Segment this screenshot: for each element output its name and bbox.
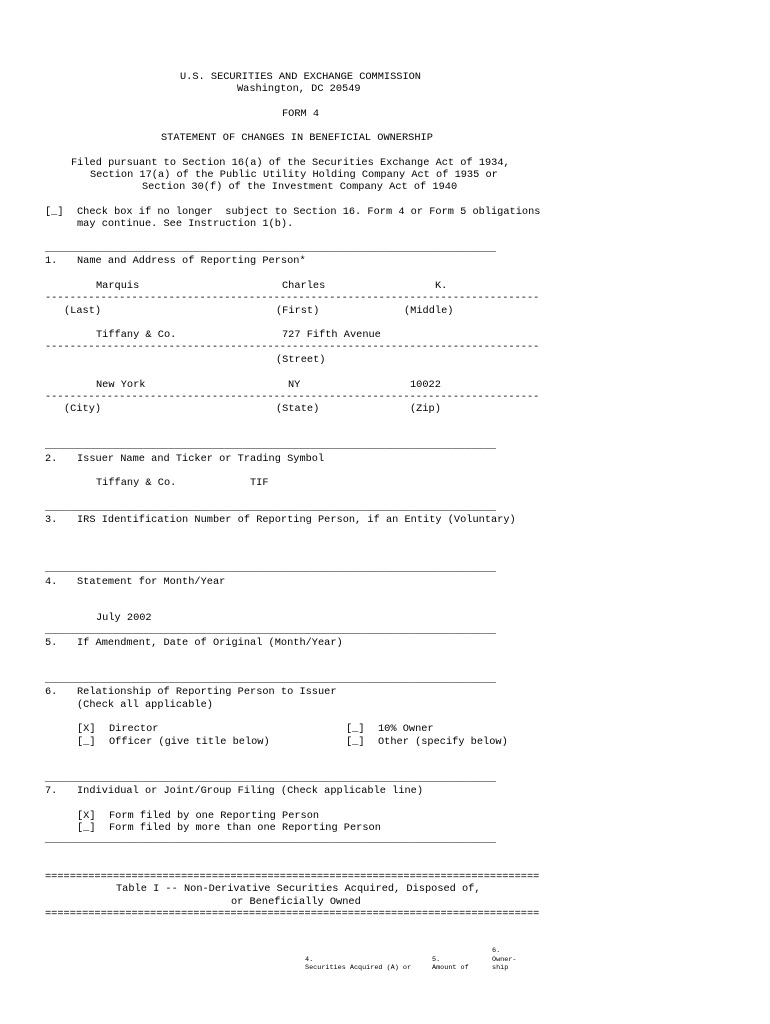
rule-underscore: _________________________________________________________________________ [45, 773, 497, 785]
col5-number: 5. [432, 956, 441, 964]
item4-label: Statement for Month/Year [77, 576, 226, 588]
col6-number: 6. [492, 947, 501, 955]
form-title: STATEMENT OF CHANGES IN BENEFICIAL OWNERSHIP [161, 132, 433, 144]
zip-value: 10022 [410, 379, 441, 391]
item1-number: 1. [45, 255, 58, 267]
no-longer-subject-checkbox[interactable]: [_] [45, 206, 64, 218]
first-name-label: (First) [276, 305, 320, 317]
rule-dash: -------------------------------------------------------------------------------- [45, 391, 540, 403]
company-value: Tiffany & Co. [96, 329, 177, 341]
city-value: New York [96, 379, 146, 391]
rule-underscore: _________________________________________________________________________ [45, 834, 497, 846]
middle-name-label: (Middle) [404, 305, 454, 317]
col6-label-1: Owner- [492, 956, 517, 964]
director-checkbox[interactable]: [X] [77, 723, 96, 735]
item6-sublabel: (Check all applicable) [77, 699, 213, 711]
one-person-label: Form filed by one Reporting Person [109, 810, 320, 822]
rule-underscore: _________________________________________________________________________ [45, 502, 497, 514]
item6-label: Relationship of Reporting Person to Issuer [77, 686, 337, 698]
filed-pursuant-line-1: Filed pursuant to Section 16(a) of the Securities Exchange Act of 1934, [71, 157, 510, 169]
rule-underscore: _________________________________________________________________________ [45, 440, 497, 452]
officer-checkbox[interactable]: [_] [77, 736, 96, 748]
rule-equals: ================================================================================ [45, 871, 540, 883]
street-value: 727 Fifth Avenue [282, 329, 381, 341]
no-longer-subject-text-2: may continue. See Instruction 1(b). [77, 218, 294, 230]
state-value: NY [288, 379, 301, 391]
item7-label: Individual or Joint/Group Filing (Check applicable line) [77, 785, 424, 797]
multiple-persons-label: Form filed by more than one Reporting Person [109, 822, 381, 834]
table1-title-line-1: Table I -- Non-Derivative Securities Acquired, Disposed of, [116, 883, 481, 895]
col4-number: 4. [305, 956, 314, 964]
item3-label: IRS Identification Number of Reporting Person, if an Entity (Voluntary) [77, 514, 516, 526]
item2-number: 2. [45, 453, 58, 465]
ten-percent-owner-label: 10% Owner [378, 723, 434, 735]
no-longer-subject-text: Check box if no longer subject to Section 16. Form 4 or Form 5 obligations [77, 206, 541, 218]
middle-name-value: K. [435, 280, 448, 292]
item5-number: 5. [45, 637, 58, 649]
city-label: (City) [64, 403, 102, 415]
filed-pursuant-line-2: Section 17(a) of the Public Utility Holding Company Act of 1935 or [90, 169, 498, 181]
director-label: Director [109, 723, 159, 735]
statement-month-value: July 2002 [96, 612, 152, 624]
agency-name: U.S. SECURITIES AND EXCHANGE COMMISSION [180, 71, 421, 83]
item2-label: Issuer Name and Ticker or Trading Symbol [77, 453, 325, 465]
zip-label: (Zip) [410, 403, 441, 415]
item4-number: 4. [45, 576, 58, 588]
rule-underscore: _________________________________________________________________________ [45, 563, 497, 575]
one-person-checkbox[interactable]: [X] [77, 810, 96, 822]
col5-label: Amount of [432, 964, 469, 972]
ticker-value: TIF [250, 477, 269, 489]
street-label: (Street) [276, 354, 326, 366]
table1-title-line-2: or Beneficially Owned [231, 896, 361, 908]
other-label: Other (specify below) [378, 736, 508, 748]
last-name-label: (Last) [64, 305, 102, 317]
filed-pursuant-line-3: Section 30(f) of the Investment Company Act of 1940 [142, 181, 458, 193]
first-name-value: Charles [282, 280, 326, 292]
last-name-value: Marquis [96, 280, 140, 292]
rule-equals: ================================================================================ [45, 908, 540, 920]
rule-underscore: _________________________________________________________________________ [45, 674, 497, 686]
item6-number: 6. [45, 686, 58, 698]
col6-label-2: ship [492, 964, 509, 972]
ten-percent-owner-checkbox[interactable]: [_] [346, 723, 365, 735]
item7-number: 7. [45, 785, 58, 797]
form-number: FORM 4 [282, 108, 320, 120]
rule-dash: -------------------------------------------------------------------------------- [45, 292, 540, 304]
item5-label: If Amendment, Date of Original (Month/Year) [77, 637, 343, 649]
item1-label: Name and Address of Reporting Person* [77, 255, 306, 267]
rule-underscore: _________________________________________________________________________ [45, 625, 497, 637]
state-label: (State) [276, 403, 320, 415]
rule-underscore: _________________________________________________________________________ [45, 243, 497, 255]
officer-label: Officer (give title below) [109, 736, 270, 748]
agency-city: Washington, DC 20549 [237, 83, 361, 95]
multiple-persons-checkbox[interactable]: [_] [77, 822, 96, 834]
item3-number: 3. [45, 514, 58, 526]
issuer-name-value: Tiffany & Co. [96, 477, 177, 489]
rule-dash: -------------------------------------------------------------------------------- [45, 341, 540, 353]
other-checkbox[interactable]: [_] [346, 736, 365, 748]
col4-label: Securities Acquired (A) or [305, 964, 412, 972]
